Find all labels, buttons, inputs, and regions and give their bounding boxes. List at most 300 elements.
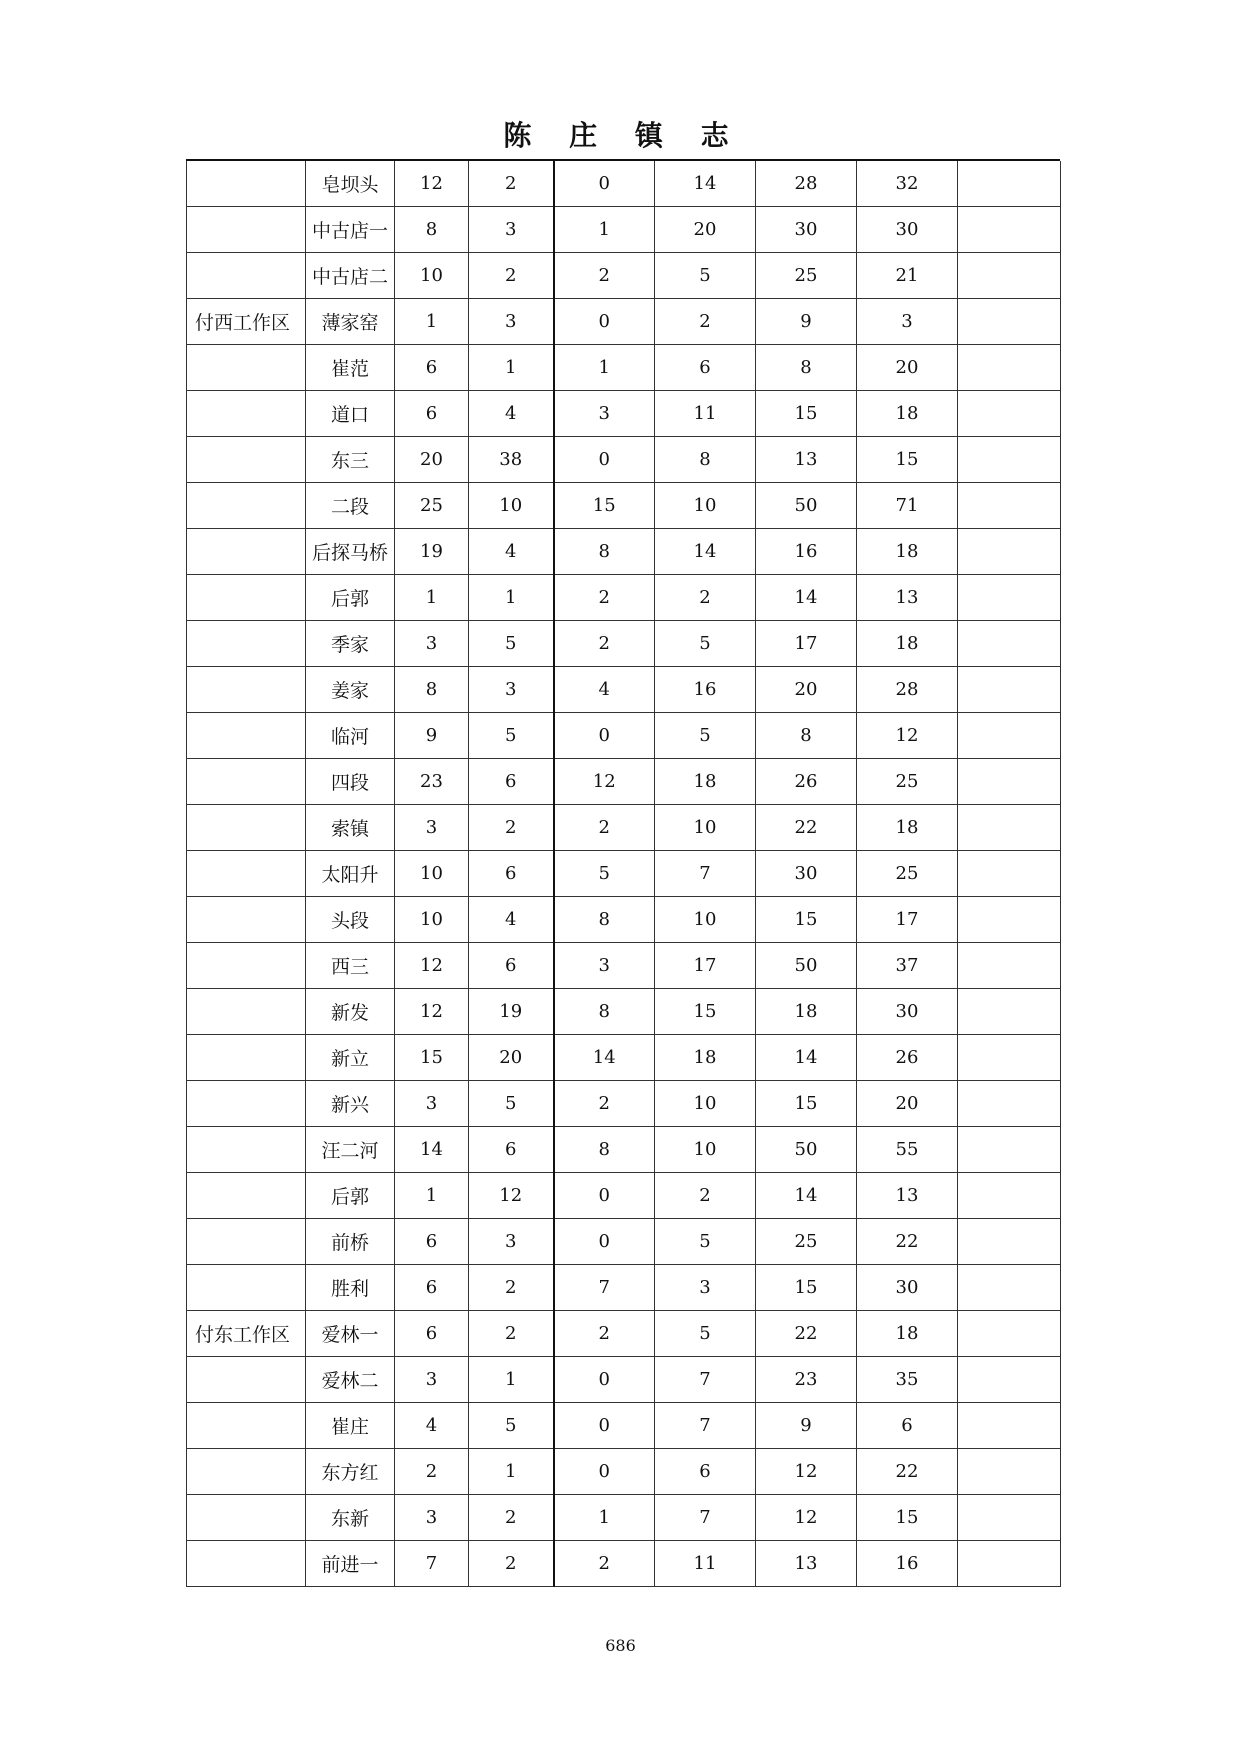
value-cell: 8 (554, 529, 655, 575)
value-cell: 1 (554, 207, 655, 253)
value-cell: 8 (395, 667, 469, 713)
value-cell: 6 (655, 1449, 756, 1495)
table-row (187, 989, 1061, 1035)
value-cell (958, 989, 1061, 1035)
village-name-cell: 胜利 (306, 1265, 395, 1311)
value-cell (958, 621, 1061, 667)
value-cell: 2 (469, 805, 554, 851)
value-cell: 0 (554, 713, 655, 759)
work-area-cell (187, 207, 306, 253)
value-cell (958, 345, 1061, 391)
value-cell: 2 (655, 1173, 756, 1219)
value-cell: 20 (395, 437, 469, 483)
value-cell: 35 (857, 1357, 958, 1403)
value-cell: 12 (756, 1495, 857, 1541)
work-area-cell (187, 391, 306, 437)
value-cell: 3 (469, 667, 554, 713)
value-cell: 18 (857, 621, 958, 667)
value-cell: 2 (554, 1541, 655, 1587)
village-name-cell: 后郭 (306, 1173, 395, 1219)
value-cell: 3 (857, 299, 958, 345)
value-cell: 2 (469, 1265, 554, 1311)
table-row (187, 1035, 1061, 1081)
value-cell: 1 (395, 299, 469, 345)
work-area-cell: 付东工作区 (187, 1311, 306, 1357)
work-area-cell (187, 1081, 306, 1127)
value-cell: 2 (554, 1311, 655, 1357)
village-name-cell: 索镇 (306, 805, 395, 851)
value-cell: 12 (857, 713, 958, 759)
table-row (187, 1541, 1061, 1587)
village-name-cell: 二段 (306, 483, 395, 529)
work-area-cell (187, 1449, 306, 1495)
value-cell: 7 (655, 1403, 756, 1449)
value-cell: 15 (756, 1265, 857, 1311)
value-cell: 3 (395, 621, 469, 667)
village-name-cell: 前进一 (306, 1541, 395, 1587)
village-name-cell: 西三 (306, 943, 395, 989)
table-row (187, 161, 1061, 207)
value-cell: 13 (857, 575, 958, 621)
value-cell: 5 (554, 851, 655, 897)
value-cell: 10 (469, 483, 554, 529)
table-row (187, 943, 1061, 989)
value-cell: 3 (554, 943, 655, 989)
table-row (187, 897, 1061, 943)
value-cell: 2 (554, 575, 655, 621)
value-cell: 3 (469, 1219, 554, 1265)
value-cell: 30 (857, 989, 958, 1035)
value-cell: 2 (469, 1541, 554, 1587)
table-row (187, 805, 1061, 851)
work-area-cell (187, 253, 306, 299)
value-cell (958, 575, 1061, 621)
value-cell: 14 (756, 575, 857, 621)
value-cell: 71 (857, 483, 958, 529)
value-cell: 37 (857, 943, 958, 989)
value-cell (958, 1173, 1061, 1219)
value-cell: 0 (554, 1449, 655, 1495)
value-cell: 25 (857, 759, 958, 805)
value-cell: 14 (655, 529, 756, 575)
value-cell: 30 (857, 207, 958, 253)
value-cell: 13 (857, 1173, 958, 1219)
value-cell: 0 (554, 1403, 655, 1449)
value-cell: 55 (857, 1127, 958, 1173)
village-name-cell: 道口 (306, 391, 395, 437)
value-cell: 18 (655, 759, 756, 805)
value-cell: 6 (469, 943, 554, 989)
value-cell: 8 (655, 437, 756, 483)
value-cell: 26 (756, 759, 857, 805)
table-row (187, 437, 1061, 483)
work-area-cell (187, 759, 306, 805)
value-cell: 6 (395, 1311, 469, 1357)
work-area-cell (187, 851, 306, 897)
value-cell: 8 (756, 345, 857, 391)
value-cell: 13 (756, 1541, 857, 1587)
value-cell (958, 1219, 1061, 1265)
village-name-cell: 汪二河 (306, 1127, 395, 1173)
work-area-cell (187, 437, 306, 483)
value-cell: 2 (554, 805, 655, 851)
table-row (187, 1311, 1061, 1357)
value-cell (958, 1081, 1061, 1127)
work-area-cell (187, 897, 306, 943)
value-cell (958, 1403, 1061, 1449)
value-cell (958, 667, 1061, 713)
value-cell: 1 (469, 345, 554, 391)
value-cell: 2 (469, 1311, 554, 1357)
value-cell: 15 (857, 1495, 958, 1541)
value-cell: 10 (655, 483, 756, 529)
value-cell: 4 (469, 391, 554, 437)
table-row (187, 207, 1061, 253)
value-cell: 20 (857, 345, 958, 391)
value-cell: 5 (655, 1311, 756, 1357)
work-area-cell (187, 805, 306, 851)
value-cell: 0 (554, 1219, 655, 1265)
table-row (187, 575, 1061, 621)
value-cell: 2 (655, 575, 756, 621)
value-cell: 5 (469, 713, 554, 759)
value-cell: 0 (554, 1357, 655, 1403)
value-cell (958, 1541, 1061, 1587)
table-row (187, 851, 1061, 897)
value-cell: 50 (756, 943, 857, 989)
value-cell: 38 (469, 437, 554, 483)
value-cell: 7 (395, 1541, 469, 1587)
value-cell: 15 (756, 897, 857, 943)
village-name-cell: 前桥 (306, 1219, 395, 1265)
value-cell (958, 1035, 1061, 1081)
work-area-cell (187, 621, 306, 667)
table-row (187, 1357, 1061, 1403)
value-cell: 15 (857, 437, 958, 483)
table-row (187, 253, 1061, 299)
village-name-cell: 四段 (306, 759, 395, 805)
value-cell: 25 (756, 1219, 857, 1265)
village-name-cell: 爱林二 (306, 1357, 395, 1403)
value-cell: 10 (655, 1127, 756, 1173)
value-cell: 12 (395, 989, 469, 1035)
work-area-cell (187, 575, 306, 621)
work-area-cell (187, 1265, 306, 1311)
value-cell: 18 (655, 1035, 756, 1081)
value-cell: 0 (554, 161, 655, 207)
value-cell: 10 (655, 897, 756, 943)
value-cell: 4 (554, 667, 655, 713)
value-cell: 9 (756, 299, 857, 345)
work-area-cell (187, 1357, 306, 1403)
table-row (187, 713, 1061, 759)
value-cell: 2 (469, 1495, 554, 1541)
work-area-cell (187, 713, 306, 759)
table-row (187, 1449, 1061, 1495)
value-cell (958, 1449, 1061, 1495)
value-cell: 2 (554, 253, 655, 299)
value-cell: 13 (756, 437, 857, 483)
work-area-cell (187, 483, 306, 529)
work-area-cell (187, 1541, 306, 1587)
value-cell (958, 483, 1061, 529)
value-cell (958, 943, 1061, 989)
value-cell (958, 1357, 1061, 1403)
value-cell (958, 897, 1061, 943)
value-cell: 12 (395, 161, 469, 207)
value-cell: 28 (857, 667, 958, 713)
value-cell: 7 (655, 851, 756, 897)
page-header-title: 陈 庄 镇 志 (503, 119, 743, 152)
table-row (187, 345, 1061, 391)
value-cell: 6 (469, 1127, 554, 1173)
value-cell: 15 (756, 1081, 857, 1127)
work-area-cell (187, 1173, 306, 1219)
table-row (187, 1403, 1061, 1449)
value-cell: 2 (469, 161, 554, 207)
value-cell: 0 (554, 299, 655, 345)
value-cell: 5 (655, 713, 756, 759)
value-cell: 50 (756, 483, 857, 529)
value-cell: 1 (469, 575, 554, 621)
value-cell: 11 (655, 1541, 756, 1587)
table-row (187, 1219, 1061, 1265)
value-cell: 5 (655, 253, 756, 299)
work-area-cell (187, 161, 306, 207)
value-cell: 5 (469, 1403, 554, 1449)
value-cell: 9 (756, 1403, 857, 1449)
value-cell: 6 (655, 345, 756, 391)
value-cell: 5 (469, 621, 554, 667)
value-cell (958, 1265, 1061, 1311)
village-name-cell: 后郭 (306, 575, 395, 621)
value-cell: 5 (655, 621, 756, 667)
value-cell: 30 (756, 851, 857, 897)
work-area-cell (187, 1219, 306, 1265)
value-cell: 18 (857, 391, 958, 437)
value-cell: 1 (395, 575, 469, 621)
village-name-cell: 中古店一 (306, 207, 395, 253)
value-cell: 4 (469, 529, 554, 575)
value-cell: 1 (554, 345, 655, 391)
value-cell: 1 (554, 1495, 655, 1541)
value-cell: 6 (469, 851, 554, 897)
value-cell: 17 (857, 897, 958, 943)
value-cell: 6 (395, 1265, 469, 1311)
value-cell: 21 (857, 253, 958, 299)
work-area-cell (187, 345, 306, 391)
value-cell: 1 (469, 1449, 554, 1495)
value-cell: 2 (469, 253, 554, 299)
table-row (187, 299, 1061, 345)
value-cell: 14 (756, 1173, 857, 1219)
value-cell: 32 (857, 161, 958, 207)
village-name-cell: 崔范 (306, 345, 395, 391)
value-cell (958, 391, 1061, 437)
value-cell: 22 (857, 1219, 958, 1265)
value-cell: 14 (655, 161, 756, 207)
village-name-cell: 薄家窑 (306, 299, 395, 345)
value-cell (958, 1127, 1061, 1173)
village-name-cell: 新兴 (306, 1081, 395, 1127)
table-row (187, 1127, 1061, 1173)
value-cell: 0 (554, 437, 655, 483)
value-cell: 18 (756, 989, 857, 1035)
value-cell (958, 851, 1061, 897)
value-cell: 16 (655, 667, 756, 713)
value-cell (958, 299, 1061, 345)
work-area-cell (187, 667, 306, 713)
value-cell (958, 713, 1061, 759)
value-cell: 5 (469, 1081, 554, 1127)
village-name-cell: 中古店二 (306, 253, 395, 299)
village-name-cell: 崔庄 (306, 1403, 395, 1449)
village-name-cell: 爱林一 (306, 1311, 395, 1357)
value-cell (958, 529, 1061, 575)
value-cell: 7 (655, 1357, 756, 1403)
table-row (187, 667, 1061, 713)
village-name-cell: 东三 (306, 437, 395, 483)
value-cell: 8 (554, 1127, 655, 1173)
value-cell (958, 805, 1061, 851)
value-cell: 12 (554, 759, 655, 805)
value-cell: 16 (857, 1541, 958, 1587)
value-cell (958, 207, 1061, 253)
value-cell: 8 (395, 207, 469, 253)
value-cell: 17 (655, 943, 756, 989)
value-cell: 10 (395, 851, 469, 897)
value-cell: 30 (857, 1265, 958, 1311)
work-area-cell (187, 989, 306, 1035)
village-name-cell: 头段 (306, 897, 395, 943)
value-cell: 8 (756, 713, 857, 759)
work-area-cell (187, 1035, 306, 1081)
table-row (187, 1495, 1061, 1541)
value-cell: 3 (655, 1265, 756, 1311)
value-cell (958, 1311, 1061, 1357)
value-cell: 12 (469, 1173, 554, 1219)
value-cell: 10 (655, 1081, 756, 1127)
value-cell: 20 (756, 667, 857, 713)
table-row (187, 391, 1061, 437)
value-cell: 25 (395, 483, 469, 529)
table-body (187, 161, 1061, 1587)
value-cell: 22 (756, 805, 857, 851)
value-cell: 10 (395, 897, 469, 943)
value-cell: 18 (857, 1311, 958, 1357)
value-cell (958, 437, 1061, 483)
work-area-cell (187, 1495, 306, 1541)
value-cell: 4 (395, 1403, 469, 1449)
value-cell: 19 (395, 529, 469, 575)
village-name-cell: 新发 (306, 989, 395, 1035)
page-number: 686 (605, 1636, 636, 1655)
value-cell: 12 (395, 943, 469, 989)
value-cell: 22 (857, 1449, 958, 1495)
village-name-cell: 东新 (306, 1495, 395, 1541)
value-cell: 3 (395, 1357, 469, 1403)
value-cell: 3 (469, 299, 554, 345)
table-row (187, 529, 1061, 575)
table-row (187, 759, 1061, 805)
value-cell: 5 (655, 1219, 756, 1265)
work-area-cell (187, 1127, 306, 1173)
work-area-cell (187, 1403, 306, 1449)
value-cell: 14 (756, 1035, 857, 1081)
value-cell: 0 (554, 1173, 655, 1219)
value-cell: 25 (756, 253, 857, 299)
value-cell: 23 (756, 1357, 857, 1403)
value-cell: 3 (395, 1495, 469, 1541)
value-cell: 6 (395, 345, 469, 391)
statistics-table (186, 161, 1061, 1587)
value-cell: 15 (395, 1035, 469, 1081)
value-cell: 20 (469, 1035, 554, 1081)
value-cell (958, 161, 1061, 207)
value-cell: 2 (655, 299, 756, 345)
work-area-cell (187, 943, 306, 989)
value-cell: 8 (554, 989, 655, 1035)
village-name-cell: 季家 (306, 621, 395, 667)
value-cell: 22 (756, 1311, 857, 1357)
value-cell: 8 (554, 897, 655, 943)
value-cell: 3 (395, 805, 469, 851)
village-name-cell: 东方红 (306, 1449, 395, 1495)
value-cell: 28 (756, 161, 857, 207)
value-cell: 19 (469, 989, 554, 1035)
value-cell: 50 (756, 1127, 857, 1173)
table-row (187, 1081, 1061, 1127)
value-cell: 9 (395, 713, 469, 759)
value-cell: 6 (469, 759, 554, 805)
value-cell: 6 (857, 1403, 958, 1449)
value-cell: 11 (655, 391, 756, 437)
village-name-cell: 太阳升 (306, 851, 395, 897)
value-cell: 14 (554, 1035, 655, 1081)
value-cell: 14 (395, 1127, 469, 1173)
value-cell: 25 (857, 851, 958, 897)
value-cell (958, 759, 1061, 805)
value-cell: 7 (554, 1265, 655, 1311)
value-cell: 20 (857, 1081, 958, 1127)
value-cell: 7 (655, 1495, 756, 1541)
value-cell: 3 (469, 207, 554, 253)
village-name-cell: 姜家 (306, 667, 395, 713)
value-cell: 6 (395, 1219, 469, 1265)
table-row (187, 483, 1061, 529)
village-name-cell: 皂坝头 (306, 161, 395, 207)
table-row (187, 621, 1061, 667)
value-cell: 26 (857, 1035, 958, 1081)
table-row (187, 1173, 1061, 1219)
value-cell: 2 (395, 1449, 469, 1495)
value-cell: 30 (756, 207, 857, 253)
work-area-cell: 付西工作区 (187, 299, 306, 345)
value-cell: 1 (469, 1357, 554, 1403)
value-cell: 12 (756, 1449, 857, 1495)
value-cell: 20 (655, 207, 756, 253)
value-cell: 17 (756, 621, 857, 667)
value-cell: 18 (857, 529, 958, 575)
village-name-cell: 新立 (306, 1035, 395, 1081)
village-name-cell: 临河 (306, 713, 395, 759)
value-cell: 3 (395, 1081, 469, 1127)
value-cell: 16 (756, 529, 857, 575)
value-cell: 10 (395, 253, 469, 299)
village-name-cell: 后探马桥 (306, 529, 395, 575)
value-cell: 4 (469, 897, 554, 943)
value-cell (958, 253, 1061, 299)
